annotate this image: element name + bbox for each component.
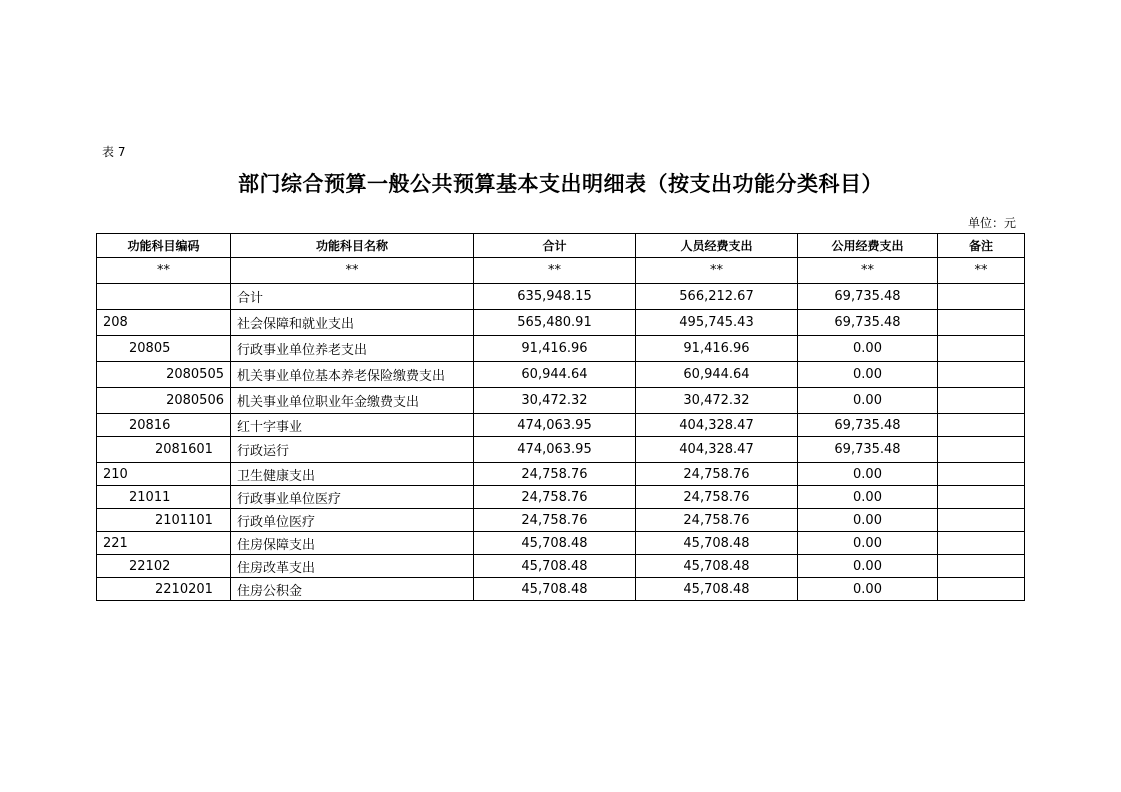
- note-cell: [938, 437, 1025, 463]
- personnel-cell: 495,745.43: [636, 310, 798, 336]
- name-cell: 社会保障和就业支出: [231, 310, 474, 336]
- public-cell: 69,735.48: [798, 414, 938, 437]
- code-cell: 208: [97, 310, 231, 336]
- table-row: [97, 509, 1025, 532]
- personnel-cell: 45,708.48: [636, 532, 798, 555]
- name-cell: 住房保障支出: [231, 532, 474, 555]
- name-cell: 行政事业单位医疗: [231, 486, 474, 509]
- code-cell: 2210201: [97, 578, 231, 601]
- public-cell: 0.00: [798, 509, 938, 532]
- public-cell: 0.00: [798, 486, 938, 509]
- name-cell: 住房改革支出: [231, 555, 474, 578]
- note-cell: [938, 463, 1025, 486]
- public-cell: 0.00: [798, 555, 938, 578]
- note-cell: [938, 414, 1025, 437]
- table-row: [97, 555, 1025, 578]
- code-cell: 20816: [97, 414, 231, 437]
- total-cell: 635,948.15: [474, 284, 636, 310]
- personnel-cell: 404,328.47: [636, 437, 798, 463]
- table-row: [97, 388, 1025, 414]
- note-cell: [938, 336, 1025, 362]
- total-cell: 45,708.48: [474, 578, 636, 601]
- name-cell: 红十字事业: [231, 414, 474, 437]
- total-cell: 45,708.48: [474, 532, 636, 555]
- table-row: [97, 310, 1025, 336]
- public-cell: 0.00: [798, 388, 938, 414]
- personnel-cell: 24,758.76: [636, 486, 798, 509]
- table-label: 表 7: [102, 145, 126, 159]
- code-cell: 221: [97, 532, 231, 555]
- name-cell: 机关事业单位职业年金缴费支出: [231, 388, 474, 414]
- total-cell: 24,758.76: [474, 463, 636, 486]
- column-header-public: 公用经费支出: [798, 234, 938, 258]
- table-row: [97, 336, 1025, 362]
- table-row: [97, 486, 1025, 509]
- public-cell: 0.00: [798, 578, 938, 601]
- marker-cell: **: [938, 258, 1025, 284]
- total-cell: 24,758.76: [474, 509, 636, 532]
- marker-cell: **: [636, 258, 798, 284]
- public-cell: 0.00: [798, 463, 938, 486]
- code-cell: 210: [97, 463, 231, 486]
- personnel-cell: 24,758.76: [636, 463, 798, 486]
- code-cell: 2080505: [97, 362, 231, 388]
- name-cell: 行政运行: [231, 437, 474, 463]
- name-cell: 卫生健康支出: [231, 463, 474, 486]
- marker-cell: **: [97, 258, 231, 284]
- personnel-cell: 24,758.76: [636, 509, 798, 532]
- personnel-cell: 566,212.67: [636, 284, 798, 310]
- total-cell: 91,416.96: [474, 336, 636, 362]
- public-cell: 69,735.48: [798, 437, 938, 463]
- column-header-code: 功能科目编码: [97, 234, 231, 258]
- public-cell: 0.00: [798, 336, 938, 362]
- name-cell: 住房公积金: [231, 578, 474, 601]
- personnel-cell: 60,944.64: [636, 362, 798, 388]
- personnel-cell: 91,416.96: [636, 336, 798, 362]
- note-cell: [938, 284, 1025, 310]
- column-header-total: 合计: [474, 234, 636, 258]
- public-cell: 69,735.48: [798, 284, 938, 310]
- table-row: [97, 578, 1025, 601]
- personnel-cell: 30,472.32: [636, 388, 798, 414]
- header-row: [97, 234, 1025, 258]
- marker-cell: **: [231, 258, 474, 284]
- table-row: [97, 463, 1025, 486]
- total-cell: 30,472.32: [474, 388, 636, 414]
- name-cell: 行政事业单位养老支出: [231, 336, 474, 362]
- name-cell: 机关事业单位基本养老保险缴费支出: [231, 362, 474, 388]
- unit-label: 单位：元: [967, 216, 1016, 230]
- public-cell: 69,735.48: [798, 310, 938, 336]
- total-cell: 474,063.95: [474, 414, 636, 437]
- personnel-cell: 45,708.48: [636, 555, 798, 578]
- code-cell: 20805: [97, 336, 231, 362]
- total-cell: 474,063.95: [474, 437, 636, 463]
- code-cell: 2080506: [97, 388, 231, 414]
- budget-table: [96, 233, 1025, 601]
- name-cell: 合计: [231, 284, 474, 310]
- marker-row: [97, 258, 1025, 284]
- code-cell: 22102: [97, 555, 231, 578]
- note-cell: [938, 532, 1025, 555]
- table-row: [97, 284, 1025, 310]
- column-header-personnel: 人员经费支出: [636, 234, 798, 258]
- marker-cell: **: [798, 258, 938, 284]
- personnel-cell: 404,328.47: [636, 414, 798, 437]
- note-cell: [938, 555, 1025, 578]
- column-header-name: 功能科目名称: [231, 234, 474, 258]
- public-cell: 0.00: [798, 532, 938, 555]
- total-cell: 45,708.48: [474, 555, 636, 578]
- total-cell: 565,480.91: [474, 310, 636, 336]
- note-cell: [938, 310, 1025, 336]
- total-cell: 24,758.76: [474, 486, 636, 509]
- marker-cell: **: [474, 258, 636, 284]
- document-title: 部门综合预算一般公共预算基本支出明细表（按支出功能分类科目）: [238, 171, 883, 196]
- total-cell: 60,944.64: [474, 362, 636, 388]
- personnel-cell: 45,708.48: [636, 578, 798, 601]
- note-cell: [938, 388, 1025, 414]
- note-cell: [938, 362, 1025, 388]
- note-cell: [938, 509, 1025, 532]
- code-cell: [97, 284, 231, 310]
- code-cell: 21011: [97, 486, 231, 509]
- table-row: [97, 532, 1025, 555]
- column-header-note: 备注: [938, 234, 1025, 258]
- code-cell: 2081601: [97, 437, 231, 463]
- table-row: [97, 414, 1025, 437]
- note-cell: [938, 486, 1025, 509]
- table-row: [97, 437, 1025, 463]
- public-cell: 0.00: [798, 362, 938, 388]
- code-cell: 2101101: [97, 509, 231, 532]
- table-row: [97, 362, 1025, 388]
- note-cell: [938, 578, 1025, 601]
- name-cell: 行政单位医疗: [231, 509, 474, 532]
